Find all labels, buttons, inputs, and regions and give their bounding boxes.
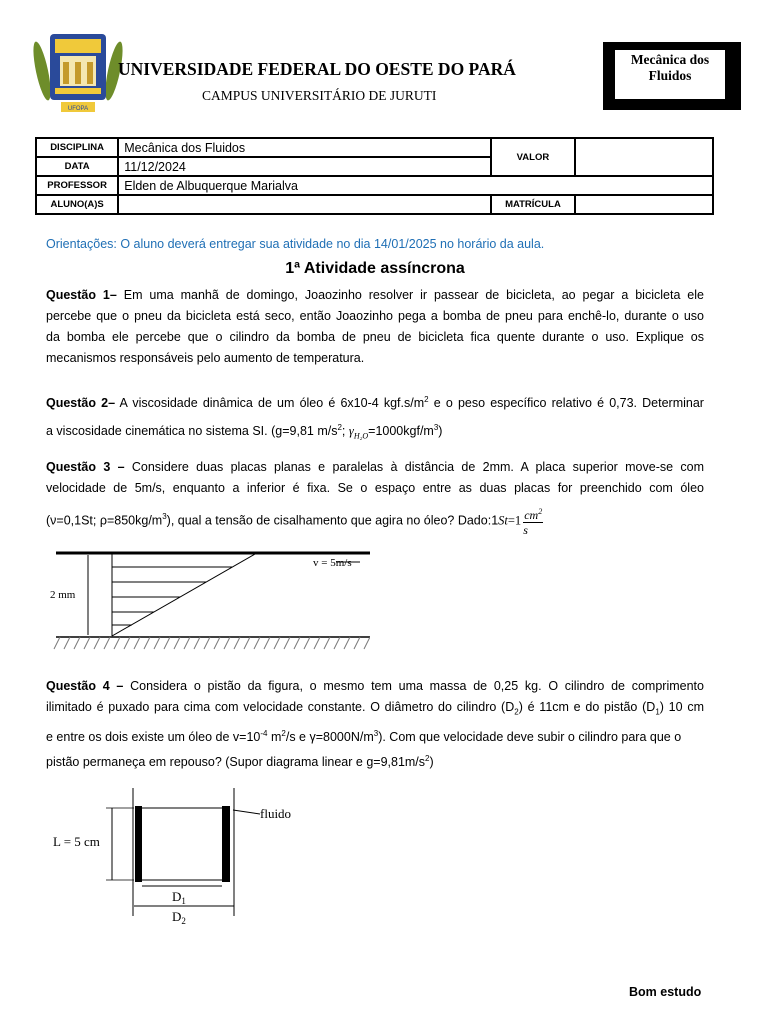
q3-text: St (498, 513, 508, 528)
campus-name: CAMPUS UNIVERSITÁRIO DE JURUTI (202, 88, 437, 103)
q3-text: velocidade de 5m/s, enquanto a inferior é fixa. Se o espaço entre as duas placas for preenchido com óleo (46, 481, 704, 495)
aluno-value[interactable] (118, 195, 491, 214)
svg-text:UFOPA: UFOPA (67, 106, 89, 112)
gamma-symbol: γ (348, 424, 354, 439)
activity-title: 1ª Atividade assíncrona (285, 260, 465, 277)
fraction-denominator: s (523, 523, 528, 537)
q3-text: =1 (507, 513, 522, 528)
professor-label: PROFESSOR (36, 176, 118, 195)
q4-text: /s e (285, 729, 310, 744)
q4-label: Questão 4 – (46, 679, 124, 693)
q1-line: mecanismos responsáveis pelo aumento de temperatura. (46, 351, 365, 365)
q4-text: ). Com que velocidade deve subir o cilindro para que o (378, 729, 682, 744)
unit-fraction: $\frac{cm^2}{s}$ (523, 507, 543, 537)
question-4: Questão 4 – Considera o pistão da figura, o mesmo tem uma massa de 0,25 kg. O cilindro de comprimento ilimitado é puxado para cima com velocidade constante. O diâmetro do cilindro $(D_2)$ é 11cm e do pistão $(D_1)$ 10 cm e entre os dois existe um óleo de $v=10^{-4}$ $m^2/s$ e $\gamma=8000N/m^3$). Com que velocidade deve subir o cilindro para que o pistão permaneça em repouso? (Supor diagrama linear e $g=9,81m/s^2$) (46, 679, 704, 769)
piston-figure (50, 778, 310, 928)
footer-text: Bom estudo (629, 985, 702, 999)
d1-label: $D_1$ (172, 889, 186, 906)
q3-text: 1 (491, 513, 499, 528)
matricula-label: MATRÍCULA (491, 195, 574, 214)
q2-text: A viscosidade dinâmica de um óleo é 6x10-4 kgf.s/m (119, 396, 425, 411)
q1-line: Em uma manhã de domingo, Joaozinho resolver ir passear de bicicleta, ao pegar a bicicleta ele (123, 288, 704, 302)
disciplina-label: DISCIPLINA (36, 138, 118, 157)
data-label: DATA (36, 157, 118, 176)
q2-text: ; (341, 424, 349, 439)
q4-text: ) 10 cm (659, 700, 704, 714)
q4-text: pistão permaneça em repouso? (Supor diagrama linear e g=9,81m/s (46, 754, 426, 769)
d2-label: $D_2$ (172, 909, 186, 926)
q4-text: ) (429, 754, 434, 769)
q4-text: Considera o pistão da figura, o mesmo tem uma massa de 0,25 kg. O cilindro de comprimento (130, 679, 704, 693)
q3-text: ), qual a tensão de cisalhamento que agira no óleo? Dado: (166, 513, 492, 528)
aluno-label: ALUNO(A)S (36, 195, 118, 214)
q2-label: Questão 2– (46, 396, 116, 411)
fraction-numerator: cm (524, 508, 539, 522)
data-value: 11/12/2024 (118, 157, 491, 176)
q2-text: e o peso específico relativo é 0,73. Determinar (428, 396, 704, 411)
q2-text: ) (438, 424, 443, 439)
question-1 (46, 285, 704, 369)
q1-line: da bomba ele percebe que o cilindro da bomba de pneu de bicicleta fica quente durante o uso. Explique os (46, 330, 704, 344)
subject-box-label: Mecânica dos Fluidos (615, 50, 725, 99)
q1-label: Questão 1– (46, 288, 117, 302)
q3-label: Questão 3 – (46, 460, 125, 474)
orientation-text: Orientações: O aluno deverá entregar sua atividade no dia 14/01/2025 no horário da aula. (46, 237, 545, 251)
professor-value: Elden de Albuquerque Marialva (118, 176, 713, 195)
gap-label: 2 mm (50, 589, 76, 601)
q4-text: =8000N/m (315, 729, 374, 744)
q3-text: Considere duas placas planas e paralelas à distância de 2mm. A placa superior move-se com (131, 460, 704, 474)
q4-text: e entre os dois existe um óleo de v=10 (46, 729, 261, 744)
q4-text: ) é 11cm e do pistão (D (518, 700, 656, 714)
q2-text: a viscosidade cinemática no sistema SI. (g=9,81 m/s (46, 424, 338, 439)
question-2: Questão 2– A viscosidade dinâmica de um óleo é 6x10-4 $kgf.s/m^2$ e o peso específico relativo é 0,73. Determinar a viscosidade cinemática no sistema SI. (g=9,81 $m/s^2$; $\gamma_{H_2O}=1000kgf/m^3$) (46, 395, 704, 441)
subject-box (603, 42, 741, 110)
q2-text: =1000kgf/m (368, 424, 434, 439)
valor-label: VALOR (491, 138, 574, 176)
university-logo (33, 26, 123, 116)
q4-text: ilimitado é puxado para cima com velocidade constante. O diâmetro do cilindro (D (46, 700, 515, 714)
valor-value[interactable] (575, 138, 713, 176)
velocity-label: v = 5m/s (313, 557, 352, 569)
fluid-label: fluido (260, 806, 292, 821)
length-label: L = 5 cm (53, 834, 100, 849)
parallel-plates-figure (40, 545, 370, 650)
q4-text: γ (309, 729, 316, 744)
info-table (35, 137, 714, 215)
question-3: Questão 3 – Considere duas placas planas e paralelas à distância de 2mm. A placa superior move-se com velocidade de 5m/s, enquanto a inferior é fixa. Se o espaço entre as duas placas for preenchido com óleo (ν=0,1St; $\rho=850kg/m^3$), qual a tensão de cisalhamento que agira no óleo? Dado:1St=1 $\frac{cm^2}{s}$ (46, 460, 704, 537)
q4-text: m (267, 729, 282, 744)
h2o-subscript: H₂O (353, 431, 369, 441)
q3-text: (ν=0,1St; ρ=850kg/m (46, 513, 163, 528)
matricula-value[interactable] (575, 195, 713, 214)
q1-line: percebe que o pneu da bicicleta está seco, então Joaozinho pega a bomba de pneu para enchê-lo, durante o uso (46, 309, 704, 323)
university-name: UNIVERSIDADE FEDERAL DO OESTE DO PARÁ (118, 59, 516, 79)
disciplina-value: Mecânica dos Fluidos (118, 138, 491, 157)
